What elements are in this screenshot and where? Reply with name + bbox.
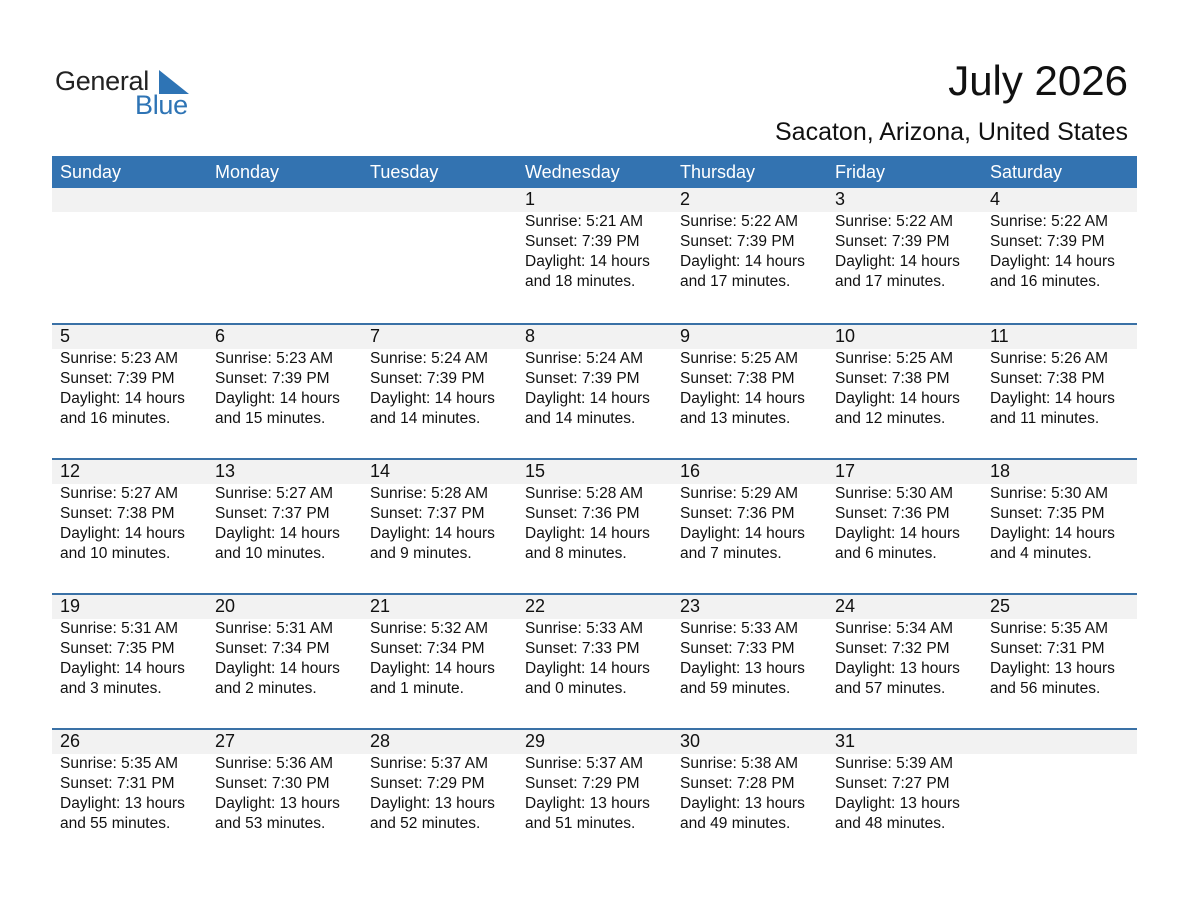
day-cell [517,730,672,863]
daylight-text: Daylight: 14 hours [680,253,805,270]
sunset-text: Sunset: 7:38 PM [680,370,795,387]
weekday-header-saturday: Saturday [990,162,1063,182]
day-cell [672,460,827,593]
sunset-text: Sunset: 7:29 PM [525,775,640,792]
day-cell [827,188,982,323]
day-cell [362,325,517,458]
day-cell [982,595,1137,728]
daylight-text: Daylight: 14 hours [215,525,340,542]
daylight-minutes-text: and 11 minutes. [990,410,1100,427]
daylight-minutes-text: and 17 minutes. [680,273,791,290]
daylight-text: Daylight: 14 hours [990,390,1115,407]
day-number: 27 [215,731,236,751]
daylight-text: Daylight: 13 hours [680,795,805,812]
day-cell [52,460,207,593]
day-number: 18 [990,461,1011,481]
day-cell [672,595,827,728]
sunrise-text: Sunrise: 5:32 AM [370,620,489,637]
day-number: 17 [835,461,856,481]
day-number: 16 [680,461,701,481]
day-number: 14 [370,461,391,481]
sunrise-text: Sunrise: 5:36 AM [215,755,334,772]
sunrise-text: Sunrise: 5:38 AM [680,755,799,772]
sunrise-text: Sunrise: 5:22 AM [680,213,799,230]
sunrise-text: Sunrise: 5:22 AM [835,213,954,230]
day-number: 2 [680,189,691,209]
sunset-text: Sunset: 7:39 PM [525,233,640,250]
logo-blue-text: Blue [135,90,188,120]
day-cell [827,730,982,863]
daylight-text: Daylight: 14 hours [215,660,340,677]
daylight-minutes-text: and 18 minutes. [525,273,636,290]
sunset-text: Sunset: 7:37 PM [370,505,485,522]
empty-day-cell [982,730,1137,863]
daylight-text: Daylight: 14 hours [525,525,650,542]
day-cell [362,460,517,593]
daylight-text: Daylight: 13 hours [990,660,1115,677]
day-number: 10 [835,326,856,346]
day-cell [672,188,827,323]
day-cell [517,188,672,323]
day-number: 28 [370,731,391,751]
week-row [52,593,1137,728]
empty-day-cell [52,188,207,323]
sunset-text: Sunset: 7:39 PM [835,233,950,250]
day-number: 11 [990,326,1009,346]
day-cell [517,595,672,728]
weekday-header-monday: Monday [215,162,280,182]
sunset-text: Sunset: 7:28 PM [680,775,795,792]
day-number: 15 [525,461,546,481]
sunrise-text: Sunrise: 5:33 AM [525,620,644,637]
daylight-text: Daylight: 14 hours [60,525,185,542]
sunset-text: Sunset: 7:36 PM [835,505,950,522]
calendar-weeks [52,188,1137,863]
sunset-text: Sunset: 7:39 PM [370,370,485,387]
day-number: 4 [990,189,1001,209]
sunset-text: Sunset: 7:38 PM [60,505,175,522]
daylight-minutes-text: and 55 minutes. [60,815,171,832]
sunrise-text: Sunrise: 5:25 AM [680,350,799,367]
daylight-minutes-text: and 1 minute. [370,680,464,697]
weekday-header-friday: Friday [835,162,886,182]
sunrise-text: Sunrise: 5:35 AM [990,620,1109,637]
daylight-minutes-text: and 0 minutes. [525,680,627,697]
day-cell [207,325,362,458]
sunset-text: Sunset: 7:33 PM [525,640,640,657]
sunrise-text: Sunrise: 5:29 AM [680,485,799,502]
week-row [52,728,1137,863]
empty-day-cell [362,188,517,323]
weekday-header-tuesday: Tuesday [370,162,439,182]
daylight-minutes-text: and 59 minutes. [680,680,791,697]
daylight-minutes-text: and 2 minutes. [215,680,317,697]
weekday-header-wednesday: Wednesday [525,162,620,182]
daylight-text: Daylight: 14 hours [370,525,495,542]
sunrise-text: Sunrise: 5:31 AM [60,620,179,637]
sunrise-text: Sunrise: 5:35 AM [60,755,179,772]
sunset-text: Sunset: 7:27 PM [835,775,950,792]
day-number: 5 [60,326,71,346]
daylight-minutes-text: and 14 minutes. [525,410,636,427]
daylight-text: Daylight: 14 hours [60,390,185,407]
day-cell [672,325,827,458]
sunset-text: Sunset: 7:31 PM [60,775,175,792]
daylight-minutes-text: and 15 minutes. [215,410,326,427]
sunrise-text: Sunrise: 5:27 AM [215,485,334,502]
daylight-text: Daylight: 14 hours [835,390,960,407]
sunset-text: Sunset: 7:39 PM [680,233,795,250]
sunset-text: Sunset: 7:33 PM [680,640,795,657]
location-subtitle: Sacaton, Arizona, United States [775,118,1128,146]
day-cell [207,595,362,728]
daylight-text: Daylight: 14 hours [370,660,495,677]
day-cell [52,325,207,458]
day-number: 7 [370,326,381,346]
daylight-minutes-text: and 4 minutes. [990,545,1092,562]
day-number: 1 [525,189,536,209]
day-cell [982,460,1137,593]
week-row [52,188,1137,323]
empty-day-cell [207,188,362,323]
sunrise-text: Sunrise: 5:28 AM [525,485,644,502]
daylight-minutes-text: and 16 minutes. [990,273,1101,290]
daylight-text: Daylight: 13 hours [60,795,185,812]
daylight-text: Daylight: 13 hours [835,795,960,812]
day-number: 22 [525,596,546,616]
calendar-grid [52,156,1137,863]
sunset-text: Sunset: 7:34 PM [370,640,485,657]
sunset-text: Sunset: 7:29 PM [370,775,485,792]
page-title: July 2026 [948,57,1128,104]
day-cell [52,730,207,863]
daylight-minutes-text: and 52 minutes. [370,815,481,832]
sunrise-text: Sunrise: 5:30 AM [835,485,954,502]
week-row [52,458,1137,593]
day-number: 25 [990,596,1011,616]
sunset-text: Sunset: 7:32 PM [835,640,950,657]
day-number: 20 [215,596,236,616]
sunset-text: Sunset: 7:37 PM [215,505,330,522]
daylight-minutes-text: and 13 minutes. [680,410,791,427]
daylight-text: Daylight: 13 hours [680,660,805,677]
logo-general-text: General [55,66,149,96]
day-number: 30 [680,731,701,751]
sunrise-text: Sunrise: 5:33 AM [680,620,799,637]
daylight-minutes-text: and 3 minutes. [60,680,162,697]
daylight-minutes-text: and 12 minutes. [835,410,946,427]
sunset-text: Sunset: 7:34 PM [215,640,330,657]
day-cell [207,730,362,863]
daylight-text: Daylight: 14 hours [990,525,1115,542]
daylight-text: Daylight: 14 hours [990,253,1115,270]
weekday-header-thursday: Thursday [680,162,756,182]
sunrise-text: Sunrise: 5:30 AM [990,485,1109,502]
daylight-text: Daylight: 14 hours [835,253,960,270]
sunrise-text: Sunrise: 5:39 AM [835,755,954,772]
sunrise-text: Sunrise: 5:34 AM [835,620,954,637]
daylight-text: Daylight: 13 hours [525,795,650,812]
day-cell [672,730,827,863]
sunset-text: Sunset: 7:39 PM [215,370,330,387]
sunrise-text: Sunrise: 5:26 AM [990,350,1109,367]
daylight-text: Daylight: 13 hours [370,795,495,812]
weekday-header-sunday: Sunday [60,162,122,182]
day-number: 19 [60,596,81,616]
day-number: 24 [835,596,856,616]
sunset-text: Sunset: 7:38 PM [835,370,950,387]
daylight-minutes-text: and 48 minutes. [835,815,946,832]
sunset-text: Sunset: 7:35 PM [60,640,175,657]
day-number: 8 [525,326,536,346]
sunrise-text: Sunrise: 5:21 AM [525,213,644,230]
day-cell [517,460,672,593]
day-number: 3 [835,189,846,209]
daylight-text: Daylight: 13 hours [835,660,960,677]
day-cell [517,325,672,458]
generalblue-logo [55,66,195,118]
daylight-minutes-text: and 14 minutes. [370,410,481,427]
daylight-minutes-text: and 51 minutes. [525,815,636,832]
daylight-text: Daylight: 14 hours [525,390,650,407]
day-number: 12 [60,461,81,481]
daylight-text: Daylight: 14 hours [215,390,340,407]
week-row [52,323,1137,458]
sunrise-text: Sunrise: 5:23 AM [215,350,334,367]
daylight-minutes-text: and 10 minutes. [60,545,171,562]
day-number: 21 [370,596,391,616]
sunset-text: Sunset: 7:31 PM [990,640,1105,657]
daylight-minutes-text: and 7 minutes. [680,545,782,562]
day-cell [982,188,1137,323]
daylight-minutes-text: and 49 minutes. [680,815,791,832]
weekday-header-row [52,156,1137,188]
daylight-minutes-text: and 9 minutes. [370,545,472,562]
sunset-text: Sunset: 7:30 PM [215,775,330,792]
day-cell [362,595,517,728]
sunset-text: Sunset: 7:39 PM [60,370,175,387]
day-number: 9 [680,326,691,346]
daylight-minutes-text: and 16 minutes. [60,410,171,427]
daylight-minutes-text: and 17 minutes. [835,273,946,290]
daylight-minutes-text: and 8 minutes. [525,545,627,562]
sunset-text: Sunset: 7:39 PM [525,370,640,387]
sunset-text: Sunset: 7:35 PM [990,505,1105,522]
sunset-text: Sunset: 7:38 PM [990,370,1105,387]
daylight-text: Daylight: 14 hours [680,390,805,407]
sunrise-text: Sunrise: 5:28 AM [370,485,489,502]
sunset-text: Sunset: 7:39 PM [990,233,1105,250]
daylight-minutes-text: and 53 minutes. [215,815,326,832]
sunset-text: Sunset: 7:36 PM [680,505,795,522]
daylight-text: Daylight: 14 hours [525,660,650,677]
day-cell [207,460,362,593]
sunrise-text: Sunrise: 5:31 AM [215,620,334,637]
sunrise-text: Sunrise: 5:22 AM [990,213,1109,230]
daylight-text: Daylight: 13 hours [215,795,340,812]
daylight-text: Daylight: 14 hours [525,253,650,270]
daylight-minutes-text: and 57 minutes. [835,680,946,697]
daylight-text: Daylight: 14 hours [60,660,185,677]
sunrise-text: Sunrise: 5:24 AM [525,350,644,367]
day-cell [52,595,207,728]
day-number: 31 [835,731,856,751]
sunset-text: Sunset: 7:36 PM [525,505,640,522]
day-number: 23 [680,596,701,616]
daylight-minutes-text: and 6 minutes. [835,545,937,562]
sunrise-text: Sunrise: 5:25 AM [835,350,954,367]
daylight-text: Daylight: 14 hours [835,525,960,542]
day-number: 6 [215,326,226,346]
sunrise-text: Sunrise: 5:24 AM [370,350,489,367]
sunrise-text: Sunrise: 5:37 AM [525,755,644,772]
daylight-text: Daylight: 14 hours [370,390,495,407]
day-cell [982,325,1137,458]
day-cell [827,460,982,593]
daylight-minutes-text: and 56 minutes. [990,680,1101,697]
day-number: 26 [60,731,81,751]
day-number: 29 [525,731,546,751]
sunrise-text: Sunrise: 5:27 AM [60,485,179,502]
day-cell [827,325,982,458]
day-cell [362,730,517,863]
sunrise-text: Sunrise: 5:37 AM [370,755,489,772]
day-number: 13 [215,461,236,481]
daylight-minutes-text: and 10 minutes. [215,545,326,562]
day-cell [827,595,982,728]
sunrise-text: Sunrise: 5:23 AM [60,350,179,367]
daylight-text: Daylight: 14 hours [680,525,805,542]
